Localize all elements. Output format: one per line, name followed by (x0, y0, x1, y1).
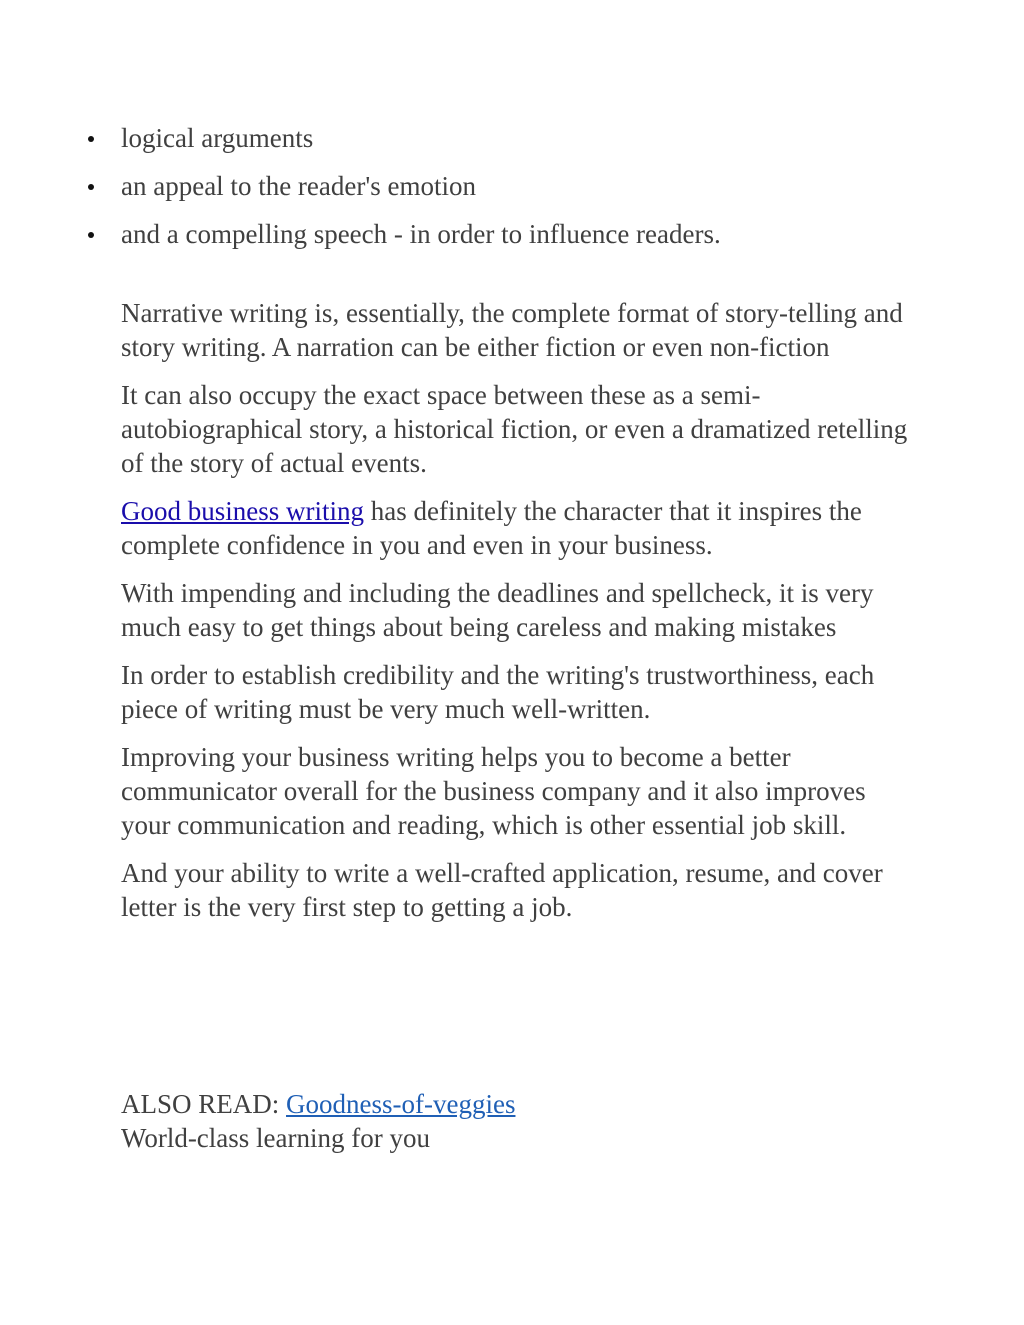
goodness-of-veggies-link[interactable]: Goodness-of-veggies (286, 1089, 516, 1119)
list-item (0, 119, 1024, 167)
bullet-list (0, 119, 1024, 263)
also-read-label: ALSO READ: (121, 1089, 287, 1119)
paragraph-deadlines: With impending and including the deadlines and spellcheck, it is very much easy to get things about being careless and making mistakes (121, 578, 874, 642)
paragraph-improving-writing: Improving your business writing helps you to become a better communicator overall for the business company and it also improves your communication and reading, which is other essential job skill. (121, 742, 866, 840)
bullet-text: logical arguments (121, 123, 314, 153)
bullet-dot-icon (88, 232, 94, 238)
also-read-line (121, 1087, 515, 1121)
body-text (121, 296, 921, 938)
bullet-text: and a compelling speech - in order to influence readers. (121, 219, 721, 249)
bullet-dot-icon (88, 184, 94, 190)
paragraph-semi-autobiographical: It can also occupy the exact space between these as a semi-autobiographical story, a historical fiction, or even a dramatized retelling of the story of actual events. (121, 380, 908, 478)
list-item (0, 167, 1024, 215)
tagline: World-class learning for you (121, 1123, 430, 1153)
good-business-writing-link[interactable]: Good business writing (121, 496, 364, 526)
paragraph-credibility: In order to establish credibility and the writing's trustworthiness, each piece of writing must be very much well-written. (121, 660, 875, 724)
list-item (0, 215, 1024, 263)
bullet-text: an appeal to the reader's emotion (121, 171, 476, 201)
footer (121, 1087, 515, 1155)
paragraph-good-business-writing (121, 494, 921, 562)
paragraph-narrative-writing: Narrative writing is, essentially, the complete format of story-telling and story writing. A narration can be either fiction or even non-fiction (121, 298, 903, 362)
bullet-dot-icon (88, 136, 94, 142)
paragraph-ability-to-write: And your ability to write a well-crafted application, resume, and cover letter is the very first step to getting a job. (121, 858, 883, 922)
paragraph-text: has definitely the character that it inspires the complete confidence in you and even in your business. (121, 496, 862, 560)
